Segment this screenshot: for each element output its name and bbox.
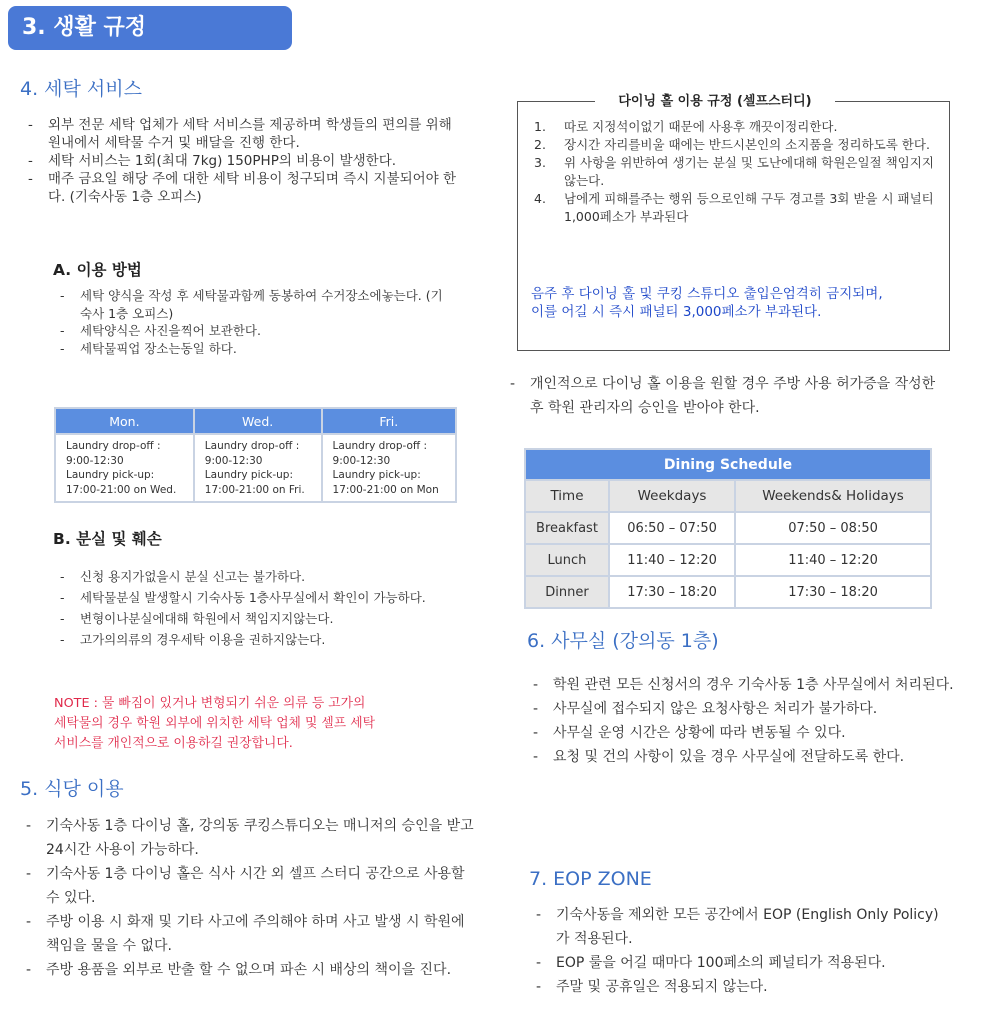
- item-number: 4.: [534, 191, 546, 206]
- list-item: - 요청 및 건의 사항이 있을 경우 사무실에 전달하도록 한다.: [527, 745, 957, 769]
- cell-line: 17:00-21:00 on Fri.: [204, 483, 305, 496]
- laundry-schedule-table: [54, 407, 457, 503]
- list-item: - 매주 금요일 해당 주에 대한 세탁 비용이 청구되며 즉시 지불되어야 한다. (기숙사동 1층 오피스): [22, 170, 462, 206]
- table-header: Mon.: [55, 408, 194, 434]
- dining-schedule-title: Dining Schedule: [525, 449, 931, 480]
- cell-line: Laundry pick-up:: [66, 469, 155, 481]
- table-cell: 06:50 – 07:50: [609, 512, 735, 544]
- item-number: 2.: [534, 137, 546, 152]
- list-item: - 외부 전문 세탁 업체가 세탁 서비스를 제공하며 학생들의 편의를 위해 원내에서 세탁물 수거 및 배달을 진행 한다.: [22, 116, 462, 152]
- list-item: - 주말 및 공휴일은 적용되지 않는다.: [530, 975, 950, 999]
- usage-list: [54, 287, 454, 357]
- cell-line: 17:00-21:00 on Mon: [332, 483, 439, 496]
- section-banner: 3. 생활 규정: [8, 6, 292, 50]
- usage-heading: A. 이용 방법: [53, 261, 142, 279]
- list-item: - 학원 관련 모든 신청서의 경우 기숙사동 1층 사무실에서 처리된다.: [527, 673, 957, 697]
- item-text: 위 사항을 위반하여 생기는 분실 및 도난에대해 학원은일절 책임지지 않는다.: [564, 155, 934, 188]
- table-cell: [55, 434, 194, 502]
- list-item: [534, 136, 934, 154]
- list-item: [534, 154, 934, 190]
- kitchen-permit-list: [504, 372, 944, 420]
- item-number: 1.: [534, 119, 546, 134]
- table-row: [525, 576, 931, 608]
- dining-schedule-table: [524, 448, 932, 609]
- table-row: [525, 544, 931, 576]
- warning-line: 이를 어길 시 즉시 패널티 3,000페소가 부과된다.: [531, 304, 822, 320]
- list-item: - 개인적으로 다이닝 홀 이용을 원할 경우 주방 사용 허가증을 작성한 후 학원 관리자의 승인을 받아야 한다.: [504, 372, 944, 420]
- eop-list: [530, 903, 950, 999]
- laundry-heading: 4. 세탁 서비스: [20, 78, 142, 100]
- cell-line: 9:00-12:30: [204, 454, 263, 467]
- list-item: - 세탁물분실 발생할시 기숙사동 1층사무실에서 확인이 가능하다.: [54, 587, 434, 608]
- list-item: - 고가의의류의 경우세탁 이용을 권하지않는다.: [54, 629, 434, 650]
- list-item: - EOP 룰을 어길 때마다 100페소의 페널티가 적용된다.: [530, 951, 950, 975]
- list-item: - 주방 이용 시 화재 및 기타 사고에 주의해야 하며 사고 발생 시 학원에 책임을 물을 수 없다.: [20, 910, 476, 958]
- note-line: 서비스를 개인적으로 이용하길 권장합니다.: [54, 736, 293, 751]
- cell-line: Laundry drop-off :: [204, 440, 300, 452]
- table-row: [525, 512, 931, 544]
- loss-heading: B. 분실 및 훼손: [53, 530, 162, 548]
- cell-line: 17:00-21:00 on Wed.: [66, 483, 177, 496]
- list-item: - 사무실에 접수되지 않은 요청사항은 처리가 불가하다.: [527, 697, 957, 721]
- table-cell: 17:30 – 18:20: [609, 576, 735, 608]
- loss-list: [54, 566, 434, 650]
- list-item: - 사무실 운영 시간은 상황에 따라 변동될 수 있다.: [527, 721, 957, 745]
- meal-label: Dinner: [525, 576, 609, 608]
- eop-heading: 7. EOP ZONE: [529, 868, 652, 890]
- warning-line: 음주 후 다이닝 홀 및 쿠킹 스튜디오 출입은엄격히 금지되며,: [531, 286, 883, 302]
- item-text: 남에게 피해를주는 행위 등으로인해 구두 경고를 3회 받을 시 패널티 1,000페소가 부과된다: [564, 191, 934, 224]
- note-line: NOTE : 물 빠짐이 있거나 변형되기 쉬운 의류 등 고가의: [54, 696, 366, 711]
- list-item: - 변형이나분실에대해 학원에서 책임지지않는다.: [54, 608, 434, 629]
- dining-rules-list: [534, 118, 934, 226]
- table-header: Wed.: [194, 408, 322, 434]
- list-item: - 세탁 서비스는 1회(최대 7kg) 150PHP의 비용이 발생한다.: [22, 152, 462, 170]
- table-cell: 07:50 – 08:50: [735, 512, 931, 544]
- dining-warning: [531, 285, 941, 321]
- meal-label: Breakfast: [525, 512, 609, 544]
- table-cell: [194, 434, 322, 502]
- cell-line: 9:00-12:30: [332, 454, 391, 467]
- meal-label: Lunch: [525, 544, 609, 576]
- table-cell: [322, 434, 456, 502]
- list-item: - 세탁양식은 사진을찍어 보관한다.: [54, 322, 454, 340]
- table-header: Weekends& Holidays: [735, 480, 931, 512]
- dining-heading: 5. 식당 이용: [20, 778, 124, 800]
- office-list: [527, 673, 957, 769]
- table-header: Weekdays: [609, 480, 735, 512]
- item-text: 장시간 자리를비울 때에는 반드시본인의 소지품을 정리하도록 한다.: [564, 137, 930, 152]
- list-item: [534, 190, 934, 226]
- laundry-list: [22, 116, 462, 206]
- cell-line: Laundry drop-off :: [66, 440, 161, 452]
- list-item: - 기숙사동 1층 다이닝 홀, 강의동 쿠킹스튜디오는 매니저의 승인을 받고 24시간 사용이 가능하다.: [20, 814, 476, 862]
- list-item: - 신청 용지가없을시 분실 신고는 불가하다.: [54, 566, 434, 587]
- note-line: 세탁물의 경우 학원 외부에 위치한 세탁 업체 및 셀프 세탁: [54, 716, 375, 731]
- list-item: - 세탁 양식을 작성 후 세탁물과함께 동봉하여 수거장소에놓는다. (기숙사 1층 오피스): [54, 287, 454, 322]
- table-cell: 11:40 – 12:20: [609, 544, 735, 576]
- office-heading: 6. 사무실 (강의동 1층): [527, 630, 719, 652]
- list-item: - 세탁물픽업 장소는동일 하다.: [54, 340, 454, 358]
- cell-line: Laundry pick-up:: [332, 469, 421, 481]
- list-item: [534, 118, 934, 136]
- cell-line: Laundry drop-off :: [332, 440, 428, 452]
- table-header: Time: [525, 480, 609, 512]
- laundry-note: [54, 694, 474, 754]
- cell-line: 9:00-12:30: [66, 454, 124, 467]
- cell-line: Laundry pick-up:: [204, 469, 294, 481]
- list-item: - 기숙사동을 제외한 모든 공간에서 EOP (English Only Policy) 가 적용된다.: [530, 903, 950, 951]
- item-text: 따로 지정석이없기 때문에 사용후 깨끗이정리한다.: [564, 119, 838, 134]
- list-item: - 주방 용품을 외부로 반출 할 수 없으며 파손 시 배상의 책이을 진다.: [20, 958, 476, 982]
- table-cell: 11:40 – 12:20: [735, 544, 931, 576]
- table-header: Fri.: [322, 408, 456, 434]
- dining-list: [20, 814, 476, 982]
- item-number: 3.: [534, 155, 546, 170]
- table-cell: 17:30 – 18:20: [735, 576, 931, 608]
- dining-rules-title: 다이닝 홀 이용 규정 (셀프스터디): [595, 90, 835, 109]
- list-item: - 기숙사동 1층 다이닝 홀은 식사 시간 외 셀프 스터디 공간으로 사용할 수 있다.: [20, 862, 476, 910]
